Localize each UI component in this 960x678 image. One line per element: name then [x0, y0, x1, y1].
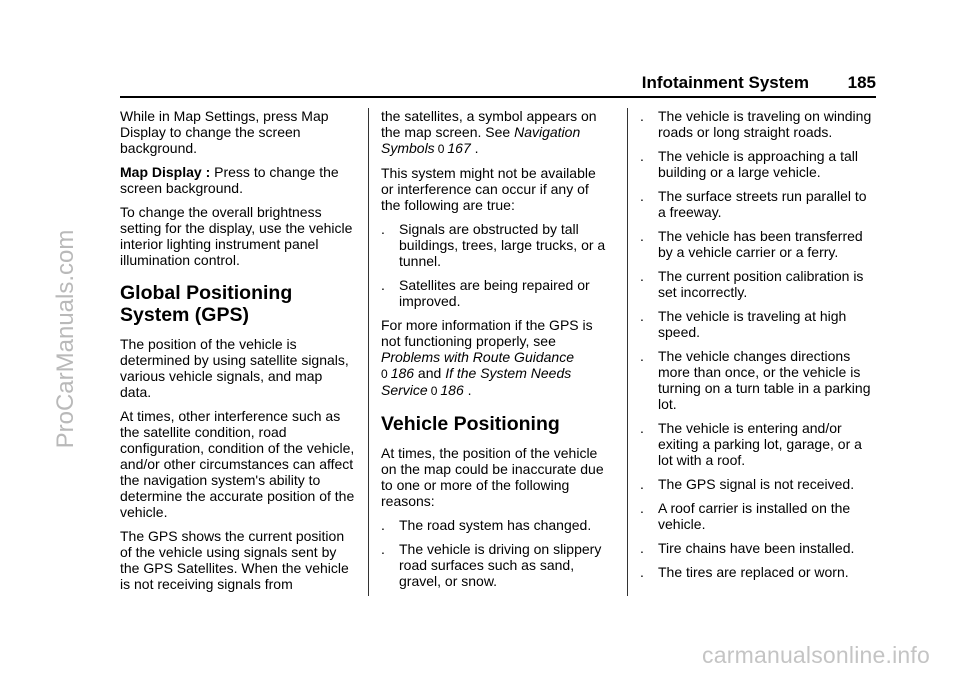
paragraph: At times, other interference such as the satellite condition, road configuration, condition of the vehicle, and/or other circumstances can affect the navigation system's ability to determine the accurate position of the vehicle. — [120, 408, 355, 520]
bullet-icon: . — [381, 221, 385, 237]
bullet-icon: . — [640, 148, 644, 164]
text: the satellites, a symbol appears on the map screen. See — [381, 108, 597, 140]
page-number: 185 — [847, 73, 876, 92]
xref-navigation-symbols[interactable]: Navigation Symbols — [381, 124, 581, 156]
paragraph: To change the overall brightness setting for the display, use the vehicle interior lighting instrument panel illumination control. — [120, 204, 353, 268]
definition-paragraph — [120, 164, 355, 196]
paragraph-with-link — [381, 108, 611, 157]
list-item — [381, 277, 611, 309]
list-item-text: The vehicle is traveling at high speed. — [658, 308, 847, 340]
list-item — [640, 540, 876, 556]
list-item-text: The GPS signal is not received. — [658, 476, 855, 492]
list-item — [640, 348, 876, 412]
column-1 — [120, 108, 355, 600]
text: For more information if the GPS is not functioning properly, see — [381, 317, 593, 349]
list-item — [640, 268, 876, 300]
text: . — [470, 140, 479, 156]
list-item-text: A roof carrier is installed on the vehicle. — [658, 500, 851, 532]
list-item — [381, 221, 611, 269]
paragraph: At times, the position of the vehicle on the map could be inaccurate due to one or more of the following reasons: — [381, 445, 604, 509]
list-item-text: The vehicle is entering and/or exiting a parking lot, garage, or a lot with a roof. — [658, 420, 862, 468]
xref-page[interactable]: 167 — [447, 140, 471, 156]
bullet-icon: . — [640, 540, 644, 556]
list-item-text: The vehicle is driving on slippery road surfaces such as sand, gravel, or snow. — [399, 541, 602, 589]
list-item-text: The vehicle is traveling on winding roads or long straight roads. — [658, 108, 872, 140]
bullet-icon: . — [640, 228, 644, 244]
list-item-text: The road system has changed. — [399, 517, 592, 533]
column-divider-1 — [368, 108, 369, 596]
paragraph: This system might not be available or interference can occur if any of the following are true: — [381, 165, 596, 213]
bullet-icon: . — [640, 268, 644, 284]
text: and — [414, 365, 446, 381]
xref-page[interactable]: 186 — [440, 382, 464, 398]
paragraph: The position of the vehicle is determined by using satellite signals, various vehicle signals, and map data. — [120, 336, 349, 400]
list-item-text: The vehicle is approaching a tall building or a large vehicle. — [658, 148, 859, 180]
list-item-text: The surface streets run parallel to a freeway. — [658, 188, 867, 220]
list-item-text: The vehicle changes directions more than once, or the vehicle is turning on a turn table in a parking lot. — [658, 348, 871, 412]
column-2 — [381, 108, 611, 597]
bullet-list — [381, 517, 611, 589]
list-item — [381, 517, 611, 533]
list-item — [640, 564, 876, 580]
bullet-icon: . — [640, 564, 644, 580]
list-item — [640, 188, 876, 220]
list-item — [640, 148, 876, 180]
paragraph-with-links — [381, 317, 611, 399]
list-item — [640, 476, 876, 492]
list-item — [381, 541, 611, 589]
column-divider-2 — [627, 108, 628, 596]
list-item-text: The current position calibration is set incorrectly. — [658, 268, 864, 300]
bullet-icon: . — [640, 476, 644, 492]
bullet-icon: . — [640, 500, 644, 516]
xref-system-service[interactable]: If the System Needs Service — [381, 365, 572, 398]
paragraph: The GPS shows the current position of the vehicle using signals sent by the GPS Satellites. When the vehicle is not receiving signals from — [120, 528, 349, 592]
xref-arrow-icon: 0 — [430, 384, 438, 398]
definition-term: Map Display : — [120, 164, 211, 180]
heading-vehicle-positioning: Vehicle Positioning — [381, 413, 560, 435]
bullet-icon: . — [381, 541, 385, 557]
xref-arrow-icon: 0 — [437, 142, 445, 156]
list-item — [640, 500, 876, 532]
bottom-watermark: carmanualsonline.info — [702, 642, 930, 668]
side-watermark: ProCarManuals.com — [52, 229, 79, 449]
bullet-icon: . — [640, 108, 644, 124]
list-item — [640, 228, 876, 260]
bullet-list — [381, 221, 611, 309]
list-item — [640, 108, 876, 140]
list-item-text: Tire chains have been installed. — [658, 540, 855, 556]
bullet-icon: . — [381, 277, 385, 293]
bullet-icon: . — [640, 348, 644, 364]
xref-page[interactable]: 186 — [390, 365, 415, 381]
list-item-text: Satellites are being repaired or improved. — [399, 277, 590, 309]
bullet-icon: . — [640, 420, 644, 436]
heading-gps: Global Positioning System (GPS) — [120, 282, 293, 326]
text: . — [463, 382, 472, 398]
list-item — [640, 420, 876, 468]
definition-text: Press to change the screen background. — [120, 164, 339, 196]
list-item — [640, 308, 876, 340]
list-item-text: The vehicle has been transferred by a vehicle carrier or a ferry. — [658, 228, 863, 260]
header-rule — [120, 96, 876, 98]
bullet-icon: . — [640, 188, 644, 204]
column-3 — [640, 108, 876, 588]
bullet-icon: . — [640, 308, 644, 324]
paragraph: While in Map Settings, press Map Display to change the screen background. — [120, 108, 329, 156]
list-item-text: Signals are obstructed by tall buildings, trees, large trucks, or a tunnel. — [399, 221, 606, 269]
list-item-text: The tires are replaced or worn. — [658, 564, 849, 580]
section-title: Infotainment System — [641, 73, 809, 92]
bullet-icon: . — [381, 517, 385, 533]
xref-route-guidance[interactable]: Problems with Route Guidance — [381, 349, 574, 365]
bullet-list — [640, 108, 876, 580]
xref-arrow-icon: 0 — [381, 367, 388, 381]
